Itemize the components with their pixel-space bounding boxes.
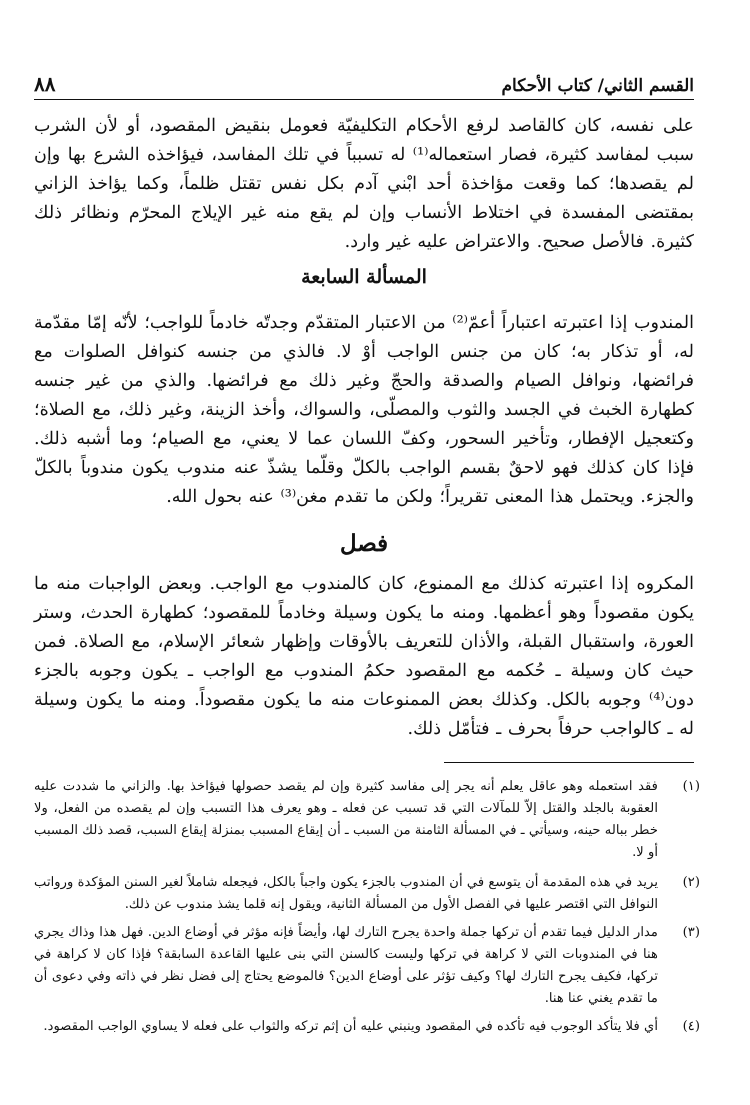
- footnote-1: [34, 776, 700, 864]
- paragraph-text: على نفسه، كان كالقاصد لرفع الأحكام التكليفيّة فعومل بنقيض المقصود، أو لأن الشرب سبب لمفاسد كثيرة، فصار استعماله⁽¹⁾ له تسبباً في تلك المفاسد، فيؤاخذه الشرع بها وإن لم يقصدها؛ كما وقعت مؤاخذة أحد ابْني آدم بكل نفس تقتل ظلماً، وكما يؤاخذ الزاني بمقتضى المفسدة في اختلاط الأنساب وإن لم يقع منه غير الإيلاج المحرّم ونظائر ذلك كثيرة. فالأصل صحيح. والاعتراض عليه غير وارد.: [34, 116, 694, 252]
- section-heading: فصل: [339, 530, 389, 557]
- footnote-number: (٤): [682, 1019, 700, 1034]
- footnotes: [34, 776, 700, 1044]
- footnote-text: يريد في هذه المقدمة أن يتوسع في أن المندوب بالجزء يكون واجباً بالكل، فيجعله شاملاً لغير السنن المؤكدة ورواتب النوافل التي اقتصر عليها في الفصل الأول من المسألة الثانية، ويقول إنه قلما يشذ مندوب عن ذلك.: [34, 875, 658, 912]
- footnote-divider: [444, 762, 694, 763]
- footnote-4: [34, 1016, 700, 1038]
- paragraph-text: المكروه إذا اعتبرته كذلك مع الممنوع، كان كالمندوب مع الواجب. وبعض الواجبات منه ما يكون مقصوداً وهو أعظمها. ومنه ما يكون وسيلة وخادماً للمقصود؛ كطهارة الحدث، وستر العورة، واستقبال القبلة، والأذان للتعريف بالأوقات وإظهار شعائر الإسلام، مع الصلاة. فمن حيث كان وسيلة ـ حُكمه مع المقصود حكمُ المندوب مع الواجب ـ يكون وجوبه بالجزء دون⁽⁴⁾ وجوبه بالكل. وكذلك بعض الممنوعات منه ما يكون مقصوداً. ومنه ما يكون وسيلة له ـ كالواجب حرفاً بحرف ـ فتأمّل ذلك.: [34, 574, 694, 739]
- body-paragraph-1: [34, 112, 694, 257]
- running-title: القسم الثاني/ كتاب الأحكام: [501, 76, 694, 96]
- footnote-text: أي فلا يتأكد الوجوب فيه تأكده في المقصود وينبني عليه أن إثم تركه والثواب على فعله لا يساوي الواجب المقصود.: [43, 1019, 658, 1034]
- body-paragraph-2: [34, 309, 694, 512]
- footnote-2: [34, 872, 700, 916]
- body-paragraph-3: [34, 570, 694, 744]
- footnote-number: (٣): [682, 925, 700, 940]
- footnote-text: مدار الدليل فيما تقدم أن تركها جملة واحدة يجرح التارك لها، وأيضاً فإنه مؤثر في أوضاع الدين. فهل هذا وذاك يجري هنا في المندوبات التي لا كراهة في تركها وليست كالسنن التي بنى عليها القاعدة السابقة؟ فإذا كان لا كراهة في تركها، فكيف يجرح التارك لها؟ وكيف تؤثر على أوضاع الدين؟ فالموضع يحتاج إلى فضل نظر في ذاته وفي دعوى أن ما تقدم يغني عنا هنا.: [34, 925, 658, 1006]
- footnote-number: (٢): [682, 875, 700, 890]
- footnote-3: [34, 922, 700, 1010]
- issue-heading: المسألة السابعة: [301, 266, 427, 288]
- header-divider: [34, 99, 694, 100]
- paragraph-text: المندوب إذا اعتبرته اعتباراً أعمّ⁽²⁾ من الاعتبار المتقدّم وجدتّه خادماً للواجب؛ لأنّه إمّا مقدّمة له، أو تذكار به؛ كان من جنس الواجب أوْ لا. فالذي من جنسه كنوافل الصلوات مع فرائضها، ونوافل الصيام والصدقة والحجّ وغير ذلك مع فرائضها. والذي من غير جنسه كطهارة الخبث في الجسد والثوب والمصلّى، والسواك، وأخذ الزينة، وغير ذلك، مع الصلاة؛ وكتعجيل الإفطار، وتأخير السحور، وكفّ اللسان عما لا يعني، مع الصيام؛ وما أشبه ذلك. فإذا كان كذلك فهو لاحقٌ بقسم الواجب بالكلّ وقلّما يشذّ عنه مندوب يكون مندوباً بالكلّ والجزء. ويحتمل هذا المعنى تقريراً؛ ولكن ما تقدم مغن⁽³⁾ عنه بحول الله.: [34, 313, 694, 507]
- page-number: ٨٨: [34, 72, 56, 96]
- page-header: [34, 66, 694, 96]
- footnote-text: فقد استعمله وهو عاقل يعلم أنه يجر إلى مفاسد كثيرة وإن لم يقصد حصولها فيؤاخذ بها. والزاني ما شددت عليه العقوبة بالجلد والقتل إلاّ للمآلات التي قد تسبب عن فعله ـ وهو يعرف هذا التسبب وإن لم يقصده من الفعل، ولا خطر بباله حينه، وسيأتي ـ في المسألة الثامنة من السبب ـ أن إيقاع المسبب بمنزلة إيقاع السبب، قصد ذلك المسبب أو لا.: [34, 779, 658, 860]
- footnote-number: (١): [682, 779, 700, 794]
